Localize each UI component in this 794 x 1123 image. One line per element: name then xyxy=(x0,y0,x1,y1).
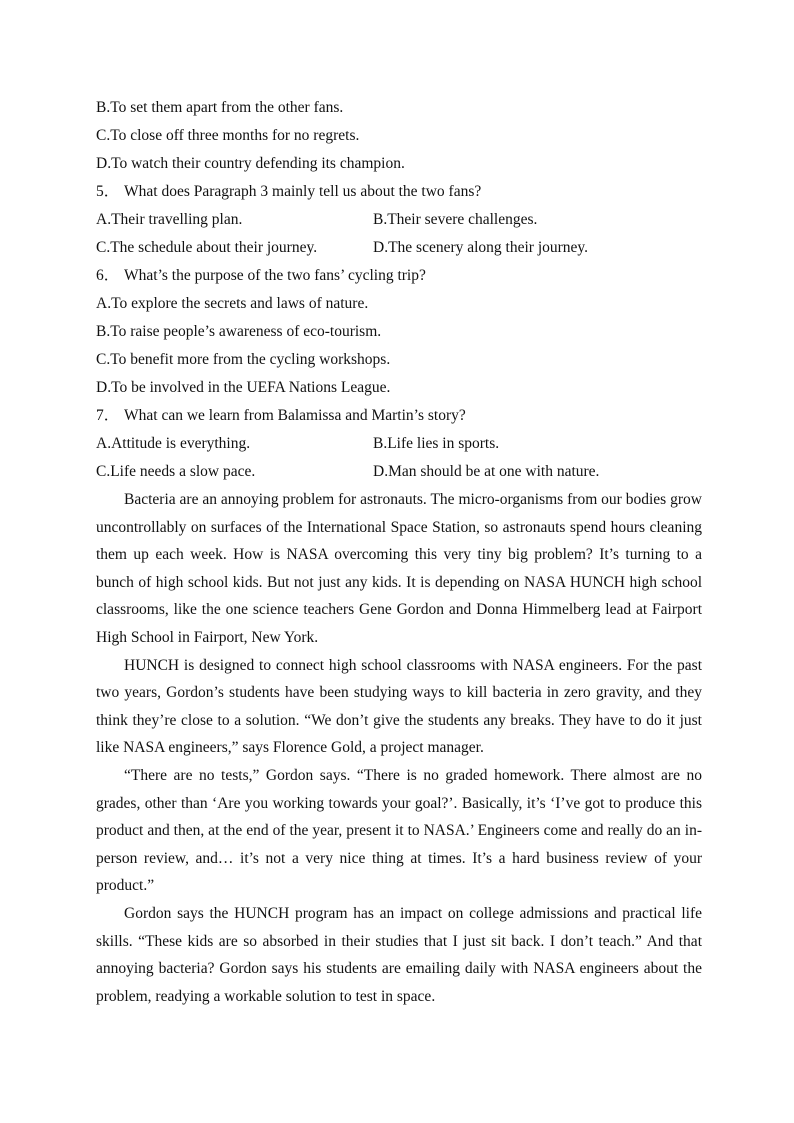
q6-stem-line xyxy=(96,262,702,290)
q7-options-row-2 xyxy=(96,458,702,486)
q4-option-b: B.To set them apart from the other fans. xyxy=(96,99,344,116)
q5-number: 5． xyxy=(96,183,120,200)
q4-option-c: C.To close off three months for no regrets. xyxy=(96,127,360,144)
q7-stem: What can we learn from Balamissa and Martin’s story? xyxy=(124,407,466,424)
q6-option-a: A.To explore the secrets and laws of nature. xyxy=(96,295,369,312)
q7-number: 7． xyxy=(96,407,120,424)
q7-stem-line xyxy=(96,402,702,430)
q7-option-a: A.Attitude is everything. xyxy=(96,435,251,452)
passage-paragraph-1: Bacteria are an annoying problem for astronauts. The micro-organisms from our bodies grow uncontrollably on surfaces of the International Space Station, so astronauts spend hours cleaning them up each week. How is NASA overcoming this very tiny big problem? It’s turning to a bunch of high school kids. But not just any kids. It is depending on NASA HUNCH high school classrooms, like the one science teachers Gene Gordon and Donna Himmelberg lead at Fairport High School in Fairport, New York. xyxy=(96,491,702,646)
reading-passage xyxy=(96,486,702,1010)
q4-option-d: D.To watch their country defending its champion. xyxy=(96,155,405,172)
q6-stem: What’s the purpose of the two fans’ cycling trip? xyxy=(124,267,426,284)
q5-option-b: B.Their severe challenges. xyxy=(373,211,538,228)
q5-stem: What does Paragraph 3 mainly tell us about the two fans? xyxy=(124,183,482,200)
question-5 xyxy=(96,178,702,262)
q5-option-a: A.Their travelling plan. xyxy=(96,211,243,228)
q5-option-d: D.The scenery along their journey. xyxy=(373,239,589,256)
question-7 xyxy=(96,402,702,486)
question-4-remaining-options xyxy=(96,94,702,178)
q7-option-c: C.Life needs a slow pace. xyxy=(96,463,256,480)
q7-option-b: B.Life lies in sports. xyxy=(373,435,500,452)
q6-option-b: B.To raise people’s awareness of eco-tourism. xyxy=(96,323,382,340)
passage-paragraph-3: “There are no tests,” Gordon says. “There is no graded homework. There almost are no grades, other than ‘Are you working towards your goal?’. Basically, it’s ‘I’ve got to produce this product and then, at the end of the year, present it to NASA.’ Engineers come and really do an in-person review, and… it’s not a very nice thing at times. It’s a hard business review of your product.” xyxy=(96,766,702,895)
q7-option-d: D.Man should be at one with nature. xyxy=(373,463,600,480)
passage-paragraph-2: HUNCH is designed to connect high school classrooms with NASA engineers. For the past two years, Gordon’s students have been studying ways to kill bacteria in zero gravity, and they think they’re close to a solution. “We don’t give the students any breaks. They have to do it just like NASA engineers,” says Florence Gold, a project manager. xyxy=(96,656,702,757)
passage-paragraph-4: Gordon says the HUNCH program has an impact on college admissions and practical life skills. “These kids are so absorbed in their studies that I just sit back. I don’t teach.” And that annoying bacteria? Gordon says his students are emailing daily with NASA engineers about the problem, readying a workable solution to test in space. xyxy=(96,904,702,1005)
document-page xyxy=(96,94,702,1010)
q5-options-row-1 xyxy=(96,206,702,234)
q6-option-d: D.To be involved in the UEFA Nations League. xyxy=(96,379,391,396)
q5-options-row-2 xyxy=(96,234,702,262)
q5-stem-line xyxy=(96,178,702,206)
q6-number: 6． xyxy=(96,267,120,284)
q6-option-c: C.To benefit more from the cycling workshops. xyxy=(96,351,391,368)
q5-option-c: C.The schedule about their journey. xyxy=(96,239,318,256)
q7-options-row-1 xyxy=(96,430,702,458)
question-6 xyxy=(96,262,702,402)
